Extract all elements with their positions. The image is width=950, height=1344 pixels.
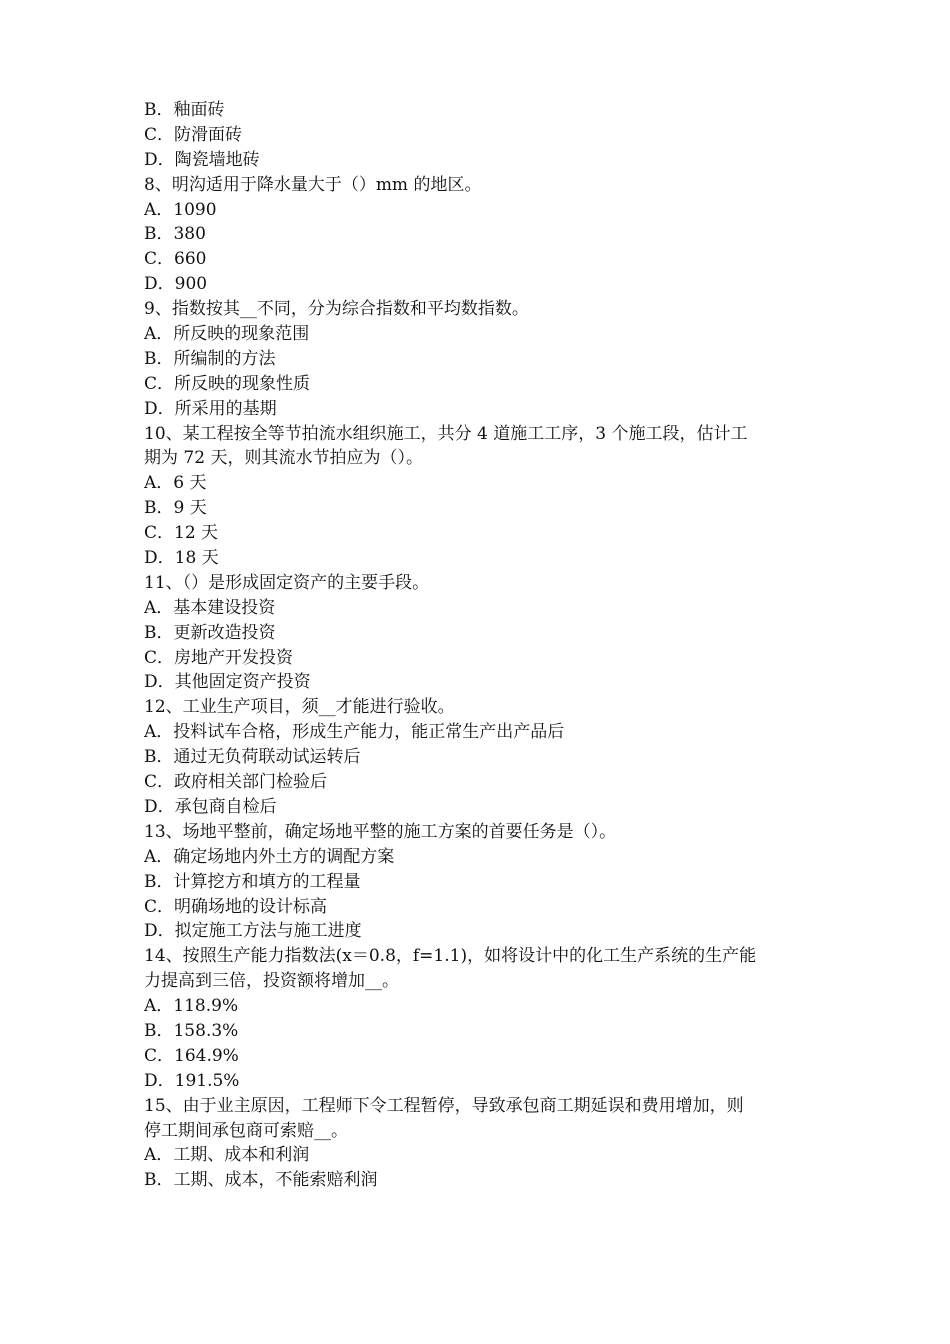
document-page <box>144 98 816 1193</box>
option-line: D．陶瓷墙地砖 <box>144 149 260 170</box>
option-line: A．所反映的现象范围 <box>144 324 310 345</box>
option-line: B．釉面砖 <box>144 100 225 120</box>
option-line: C．政府相关部门检验后 <box>144 772 328 793</box>
option-line: B．计算挖方和填方的工程量 <box>144 871 361 892</box>
question-line: 10、某工程按全等节拍流水组织施工，共分 4 道施工工序，3 个施工段，估计工 <box>144 423 748 444</box>
option-line: C．明确场地的设计标高 <box>144 896 328 917</box>
option-line: D．承包商自检后 <box>144 796 277 817</box>
question-line: 期为 72 天，则其流水节拍应为（）。 <box>144 448 423 469</box>
option-line: B．9 天 <box>144 498 207 519</box>
option-line: C．房地产开发投资 <box>144 647 294 668</box>
question-line: 12、工业生产项目，须__才能进行验收。 <box>144 697 455 718</box>
option-line: A．基本建设投资 <box>144 597 276 618</box>
option-line: C．12 天 <box>144 523 219 544</box>
question-line: 8、明沟适用于降水量大于（）mm 的地区。 <box>144 174 482 195</box>
question-line: 13、场地平整前，确定场地平整的施工方案的首要任务是（）。 <box>144 821 617 842</box>
option-line: B．更新改造投资 <box>144 622 276 643</box>
option-line: A．投料试车合格，形成生产能力，能正常生产出产品后 <box>144 722 565 743</box>
option-line: D．拟定施工方法与施工进度 <box>144 921 362 942</box>
option-line: C．164.9% <box>144 1045 239 1066</box>
option-line: B．所编制的方法 <box>144 348 276 369</box>
option-line: D．191.5% <box>144 1070 240 1091</box>
question-line: 11、（）是形成固定资产的主要手段。 <box>144 572 430 593</box>
option-line: D．900 <box>144 274 208 295</box>
option-line: B．380 <box>144 224 206 245</box>
option-line: A．6 天 <box>144 473 207 494</box>
option-line: A．工期、成本和利润 <box>144 1145 310 1166</box>
option-line: A．确定场地内外土方的调配方案 <box>144 846 395 867</box>
option-line: A．118.9% <box>144 996 239 1017</box>
option-line: B．通过无负荷联动试运转后 <box>144 747 361 768</box>
option-line: B．158.3% <box>144 1020 239 1041</box>
question-line: 9、指数按其__不同，分为综合指数和平均数指数。 <box>144 299 529 320</box>
option-line: D．其他固定资产投资 <box>144 672 311 693</box>
question-line: 停工期间承包商可索赔__。 <box>144 1120 348 1141</box>
option-line: D．所采用的基期 <box>144 398 277 419</box>
question-line: 14、按照生产能力指数法(x＝0.8，f=1.1)，如将设计中的化工生产系统的生产能 <box>144 946 757 967</box>
option-line: C．660 <box>144 249 207 270</box>
option-line: C．所反映的现象性质 <box>144 373 311 394</box>
option-line: C．防滑面砖 <box>144 124 243 145</box>
option-line: B．工期、成本，不能索赔利润 <box>144 1170 378 1191</box>
option-line: A．1090 <box>144 199 217 220</box>
option-line: D．18 天 <box>144 548 219 569</box>
question-line: 力提高到三倍，投资额将增加__。 <box>144 971 399 992</box>
question-line: 15、由于业主原因，工程师下令工程暂停，导致承包商工期延误和费用增加，则 <box>144 1095 744 1116</box>
